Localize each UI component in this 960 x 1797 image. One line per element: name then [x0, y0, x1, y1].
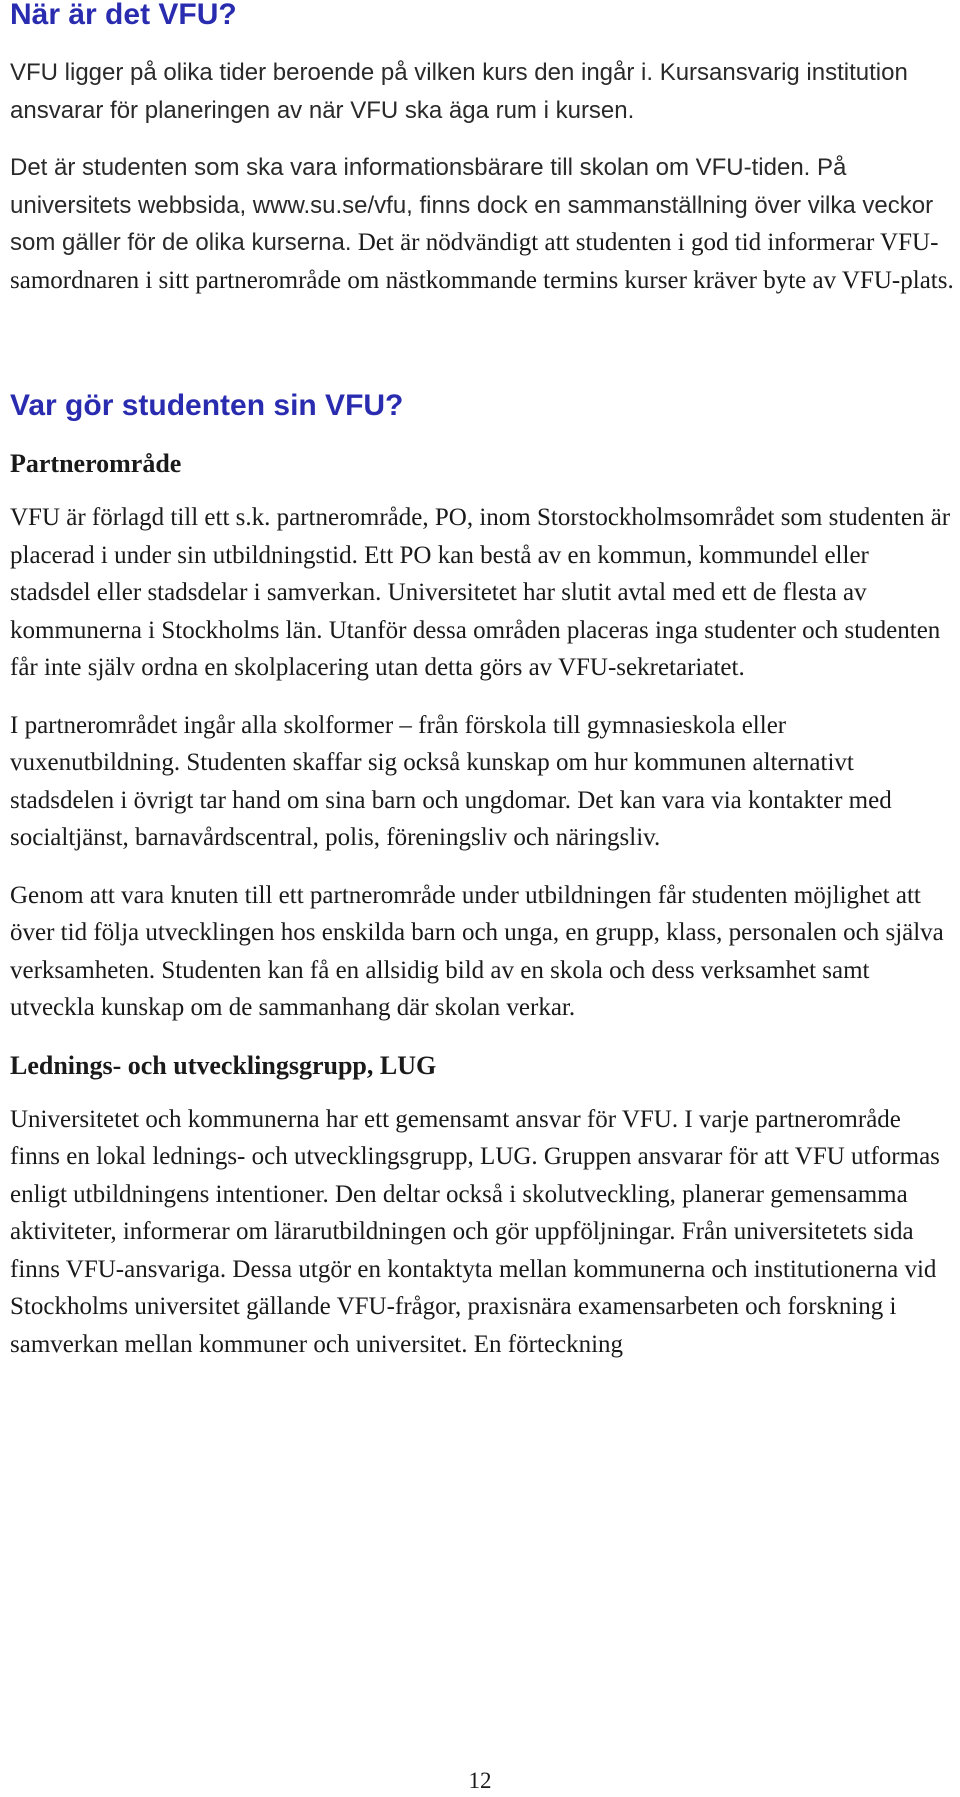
paragraph-school-forms: I partnerområdet ingår alla skolformer – från förskola till gymnasieskola eller vuxenutbildning. Studenten skaffar sig också kunskap om hur kommunen alternativt stadsdelen i övrigt tar hand om sina barn och ungdomar. Det kan vara via kontakter med socialtjänst, barnavårdscentral, polis, föreningsliv och näringsliv.	[10, 711, 892, 851]
paragraph-partner-benefits: Genom att vara knuten till ett partnerområde under utbildningen får studenten möjlighet att över tid följa utvecklingen hos enskilda barn och unga, en grupp, klass, personalen och själva verksamheten. Studenten kan få en allsidig bild av en skola och dess verksamhet samt utveckla kunskap om de sammanhang där skolan verkar.	[10, 881, 944, 1021]
paragraph-student-info-serif: Det är nödvändigt att studenten i god tid informerar VFU-samordnaren i sitt partnerområde om nästkommande termins kurser kräver byte av VFU-plats.	[10, 229, 954, 294]
subheading-lug: Lednings- och utvecklingsgrupp, LUG	[10, 1050, 437, 1080]
paragraph-student-info	[10, 149, 955, 299]
section-heading-when: När är det VFU?	[10, 0, 237, 31]
page-number: 12	[468, 1768, 492, 1793]
section-heading-where: Var gör studenten sin VFU?	[10, 389, 404, 422]
subheading-partner-area: Partnerområde	[10, 449, 182, 478]
paragraph-lug: Universitetet och kommunerna har ett gemensamt ansvar för VFU. I varje partnerområde finns en lokal lednings- och utvecklingsgrupp, LUG. Gruppen ansvarar för att VFU utformas enligt utbildningens intentioner. Den deltar också i skolutveckling, planerar gemensamma aktiviteter, informerar om lärarutbildningen och gör uppföljningar. Från universitetets sida finns VFU-ansvariga. Dessa utgör en kontaktyta mellan kommunerna och institutionerna vid Stockholms universitet gällande VFU-frågor, praxisnära examensarbeten och forskning i samverkan mellan kommuner och universitet. En förteckning	[10, 1105, 940, 1358]
paragraph-partner-area: VFU är förlagd till ett s.k. partnerområde, PO, inom Storstockholmsområdet som studenten är placerad i under sin utbildningstid. Ett PO kan bestå av en kommun, kommundel eller stadsdel eller stadsdelar i samverkan. Universitetet har slutit avtal med ett de flesta av kommunerna i Stockholms län. Utanför dessa områden placeras inga studenter och studenten får inte själv ordna en skolplacering utan detta görs av VFU-sekretariatet.	[10, 504, 951, 681]
paragraph-vfu-timing: VFU ligger på olika tider beroende på vilken kurs den ingår i. Kursansvarig institution ansvarar för planeringen av när VFU ska äga rum i kursen.	[10, 59, 908, 124]
paragraph-student-info-sans: Det är studenten som ska vara informationsbärare till skolan om VFU-tiden. På universitets webbsida, www.su.se/vfu, finns dock en sammanställning över vilka veckor som gäller för de olika kurserna.	[10, 154, 934, 256]
document-page	[10, 0, 955, 1363]
